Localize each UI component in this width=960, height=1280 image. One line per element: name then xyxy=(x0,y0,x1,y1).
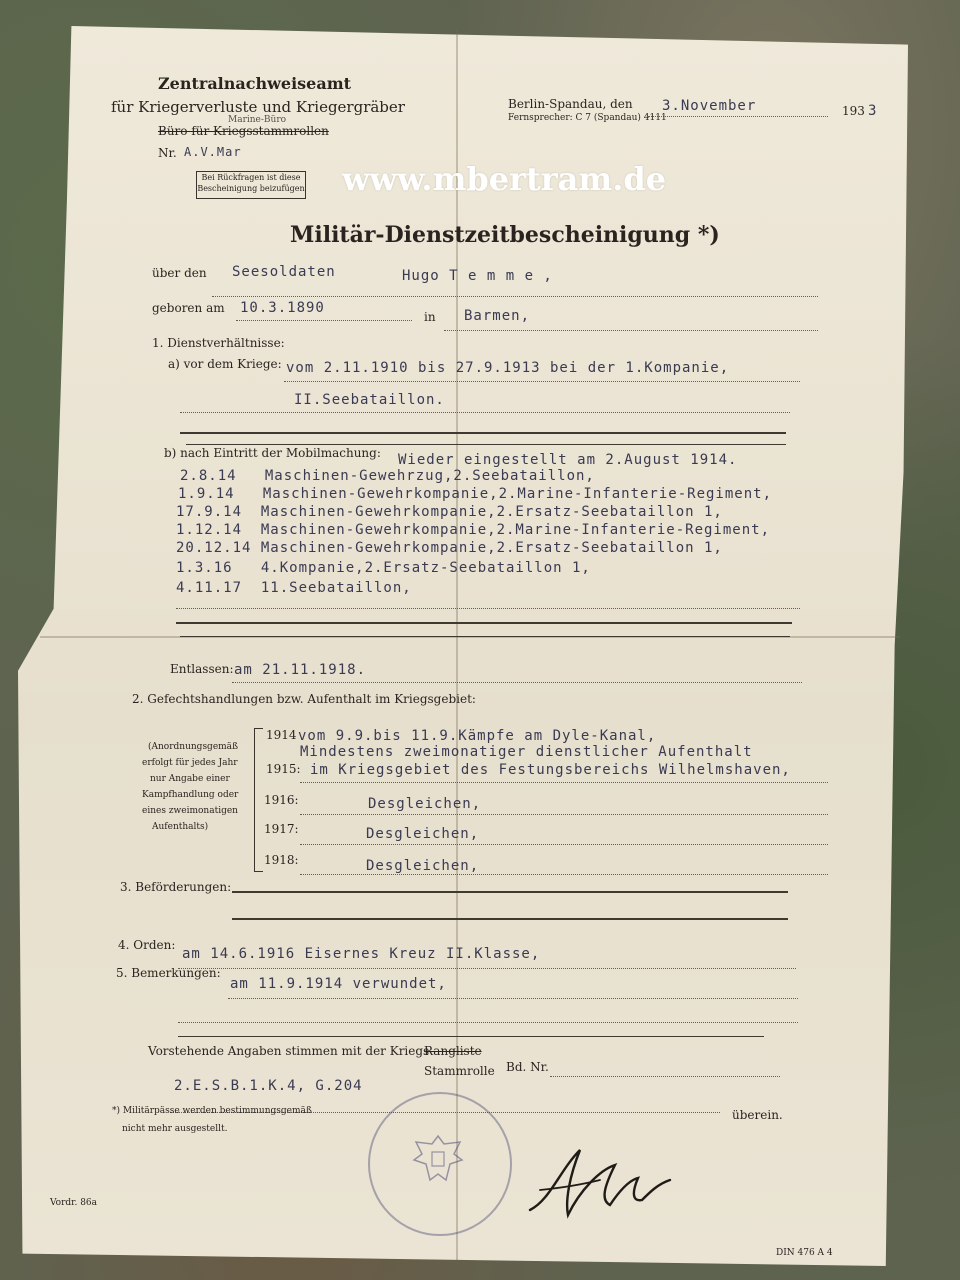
section4-label: 4. Orden: xyxy=(118,938,176,952)
bd-nr-label: Bd. Nr. xyxy=(506,1060,549,1074)
reference-value: 2.E.S.B.1.K.4, G.204 xyxy=(174,1078,363,1094)
confirm-label: Vorstehende Angaben stimmen mit der Kriegs- xyxy=(148,1044,434,1058)
entlassen-value: am 21.11.1918. xyxy=(234,662,367,678)
entlassen-label: Entlassen: xyxy=(170,662,234,676)
section1b-line0: Wieder eingestellt am 2.August 1914. xyxy=(398,452,738,468)
office-subtitle: für Kriegerverluste und Kriegergräber xyxy=(111,98,405,116)
section3-rule2 xyxy=(232,918,788,920)
section1b-rule xyxy=(176,608,800,609)
place-date-label: Berlin-Spandau, den xyxy=(508,97,633,111)
section5-value: am 11.9.1914 verwundet, xyxy=(230,976,447,992)
service-entry: 2.8.14 Maschinen-Gewehrzug,2.Seebataillon, xyxy=(180,468,595,484)
section1a-label: a) vor dem Kriege: xyxy=(168,357,282,371)
year-1916-label: 1916: xyxy=(264,793,299,807)
section5-rule2 xyxy=(178,1022,798,1023)
office-title: Zentralnachweiseamt xyxy=(158,74,352,93)
document-title: Militär-Dienstzeitbescheinigung *) xyxy=(290,222,720,248)
eagle-icon xyxy=(410,1130,466,1190)
document-paper xyxy=(18,26,908,1266)
watermark-url: www.mbertram.de xyxy=(342,160,667,198)
service-entry: 1.3.16 4.Kompanie,2.Ersatz-Seebataillon 1, xyxy=(176,560,591,576)
year-1918-label: 1918: xyxy=(264,853,299,867)
section1a-line1: vom 2.11.1910 bis 27.9.1913 bei der 1.Kompanie, xyxy=(286,360,730,376)
section1b-end-rule xyxy=(176,622,792,624)
year-1917-rule xyxy=(300,844,828,845)
year-1914-label: 1914 xyxy=(266,728,297,742)
inquiry-note-box: Bei Rückfragen ist diese Bescheinigung beizufügen xyxy=(196,171,306,199)
born-date: 10.3.1890 xyxy=(240,300,325,316)
section2-note-line: erfolgt für jedes Jahr xyxy=(142,758,238,768)
service-entry: 1.9.14 Maschinen-Gewehrkompanie,2.Marine-Infanterie-Regiment, xyxy=(178,486,773,502)
name-line xyxy=(212,296,818,297)
service-entry: 17.9.14 Maschinen-Gewehrkompanie,2.Ersatz-Seebataillon 1, xyxy=(176,504,723,520)
section5-label: 5. Bemerkungen: xyxy=(116,966,221,980)
footnote-line: *) Militärpässe werden bestimmungsgemäß xyxy=(112,1106,312,1116)
nr-label: Nr. xyxy=(158,146,177,160)
born-label: geboren am xyxy=(152,301,225,315)
ueber-label: über den xyxy=(152,266,207,280)
date-value: 3.November xyxy=(662,98,757,114)
rank-value: Seesoldaten xyxy=(232,264,336,280)
ueberein-label: überein. xyxy=(732,1108,783,1122)
year-suffix: 3 xyxy=(868,103,878,119)
year-1917-label: 1917: xyxy=(264,822,299,836)
year-1915-value: im Kriegsgebiet des Festungsbereichs Wilhelmshaven, xyxy=(310,762,791,778)
section5-rule xyxy=(228,998,798,999)
office-stamp: Marine-Büro xyxy=(228,115,287,125)
date-line xyxy=(648,116,828,117)
year-1915-label: 1915: xyxy=(266,762,301,776)
stammrolle-label: Stammrolle xyxy=(424,1064,495,1078)
year-bracket xyxy=(254,728,263,872)
section1b-end-rule2 xyxy=(180,636,790,637)
struck-word: Rangliste xyxy=(424,1044,482,1058)
section1-label: 1. Dienstverhältnisse: xyxy=(152,336,285,350)
year-1914-value: vom 9.9.bis 11.9.Kämpfe am Dyle-Kanal, xyxy=(298,728,657,744)
section3-rule xyxy=(232,891,788,893)
year-prefix: 193 xyxy=(842,104,865,118)
section5-end-rule xyxy=(178,1036,764,1037)
service-entry: 1.12.14 Maschinen-Gewehrkompanie,2.Marine-Infanterie-Regiment, xyxy=(176,522,771,538)
year-1916-rule xyxy=(300,814,828,815)
person-name: Hugo T e m m e , xyxy=(402,268,553,284)
office-bureau: Büro für Kriegsstammrollen xyxy=(158,124,329,138)
section1a-end-rule xyxy=(180,432,786,434)
year-1918-rule xyxy=(300,874,828,875)
year-1918-value: Desgleichen, xyxy=(366,858,480,874)
service-entry: 4.11.17 11.Seebataillon, xyxy=(176,580,412,596)
year-1915-pre: Mindestens zweimonatiger dienstlicher Aufenthalt xyxy=(300,744,753,760)
section2-note-line: (Anordnungsgemäß xyxy=(148,742,239,752)
signature xyxy=(520,1130,680,1230)
section2-note-line: Aufenthalts) xyxy=(152,822,209,832)
footnote-line: nicht mehr ausgestellt. xyxy=(122,1124,228,1134)
entlassen-rule xyxy=(232,682,802,683)
section2-note-line: eines zweimonatigen xyxy=(142,806,238,816)
year-1917-value: Desgleichen, xyxy=(366,826,480,842)
section2-note-line: Kampfhandlung oder xyxy=(142,790,239,800)
section4-rule xyxy=(178,968,796,969)
service-entry: 20.12.14 Maschinen-Gewehrkompanie,2.Ersatz-Seebataillon 1, xyxy=(176,540,723,556)
born-place-line xyxy=(444,330,818,331)
born-place: Barmen, xyxy=(464,308,531,324)
phone-number: Fernsprecher: C 7 (Spandau) 4111 xyxy=(508,113,667,123)
section4-value: am 14.6.1916 Eisernes Kreuz II.Klasse, xyxy=(182,946,541,962)
section3-label: 3. Beförderungen: xyxy=(120,880,232,894)
section1a-line2: II.Seebataillon. xyxy=(294,392,445,408)
section1a-end-rule2 xyxy=(186,444,786,445)
din-label: DIN 476 A 4 xyxy=(776,1248,833,1258)
section1a-line2-rule xyxy=(180,412,790,413)
nr-value: A.V.Mar xyxy=(184,145,242,159)
form-number: Vordr. 86a xyxy=(50,1198,98,1208)
year-1916-value: Desgleichen, xyxy=(368,796,482,812)
bd-nr-rule xyxy=(550,1076,780,1077)
section1a-line1-rule xyxy=(284,381,800,382)
section2-note-line: nur Angabe einer xyxy=(150,774,230,784)
section2-label: 2. Gefechtshandlungen bzw. Aufenthalt im Kriegsgebiet: xyxy=(132,692,476,706)
in-label: in xyxy=(424,310,436,324)
section1b-label: b) nach Eintritt der Mobilmachung: xyxy=(164,446,381,460)
born-date-line xyxy=(236,320,412,321)
year-1915-rule xyxy=(300,782,828,783)
